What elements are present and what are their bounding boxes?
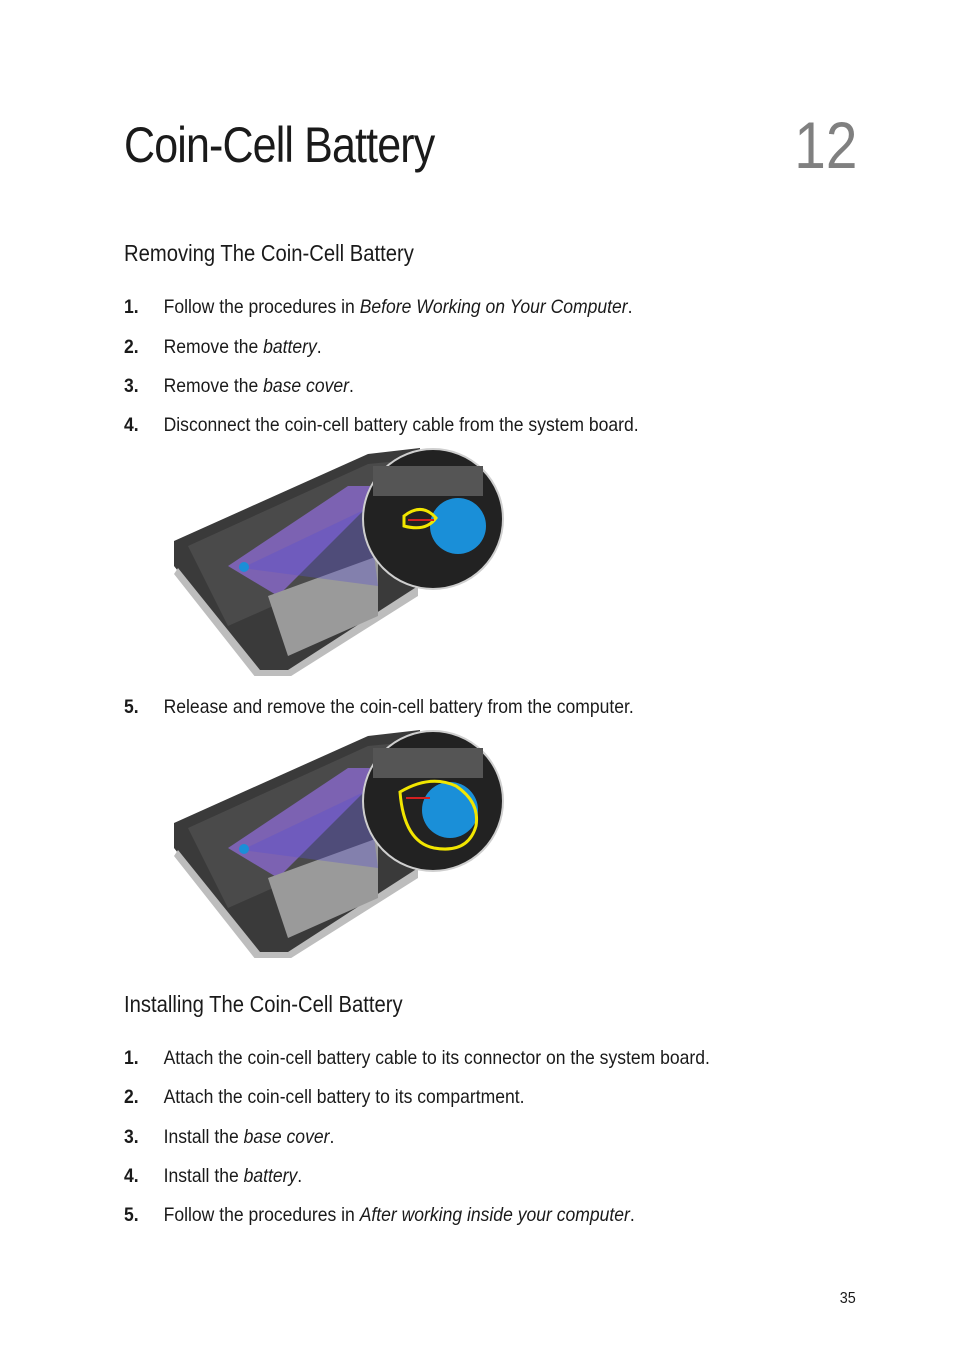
installing-step-4 xyxy=(124,1164,302,1188)
removing-step-5 xyxy=(124,695,634,719)
step-number: 2. xyxy=(124,336,139,358)
step-number: 1. xyxy=(124,296,139,318)
step-text: Remove the xyxy=(163,375,264,397)
step-text: Remove the xyxy=(163,336,264,358)
chapter-number: 12 xyxy=(793,108,857,182)
coin-cell-battery-icon xyxy=(430,498,486,554)
figure-remove-battery xyxy=(168,728,508,958)
step-text-end: . xyxy=(329,1126,335,1148)
step-text-end: . xyxy=(627,296,633,318)
removing-step-1 xyxy=(124,295,633,319)
step-text: Release and remove the coin-cell battery from the computer. xyxy=(163,696,634,718)
step-number: 4. xyxy=(124,414,139,436)
removing-step-3 xyxy=(124,374,354,398)
step-text-end: . xyxy=(629,1204,635,1226)
figure-disconnect-cable xyxy=(168,446,508,676)
section-title-installing: Installing The Coin-Cell Battery xyxy=(124,991,403,1017)
step-text: Disconnect the coin-cell battery cable from the system board. xyxy=(163,414,639,436)
step-text: Install the xyxy=(163,1165,244,1187)
installing-step-3 xyxy=(124,1125,334,1149)
chapter-title: Coin-Cell Battery xyxy=(124,117,435,173)
section-title-removing: Removing The Coin-Cell Battery xyxy=(124,240,414,266)
installing-step-2 xyxy=(124,1085,525,1109)
step-number: 5. xyxy=(124,696,139,718)
step-number: 3. xyxy=(124,375,139,397)
step-text: Attach the coin-cell battery cable to its connector on the system board. xyxy=(163,1047,710,1069)
step-link-text: After working inside your computer xyxy=(359,1204,630,1226)
installing-step-1 xyxy=(124,1046,710,1070)
step-text: Install the xyxy=(163,1126,244,1148)
step-number: 1. xyxy=(124,1047,139,1069)
step-text: Attach the coin-cell battery to its compartment. xyxy=(163,1086,525,1108)
step-number: 5. xyxy=(124,1204,139,1226)
coin-cell-battery-icon xyxy=(422,782,478,838)
inset-connector xyxy=(373,748,483,778)
removing-step-2 xyxy=(124,335,322,359)
page-number: 35 xyxy=(839,1290,856,1307)
removing-step-4 xyxy=(124,413,639,437)
inset-connector xyxy=(373,466,483,496)
step-text-end: . xyxy=(316,336,322,358)
installing-step-5 xyxy=(124,1203,635,1227)
step-text-end: . xyxy=(348,375,354,397)
step-number: 2. xyxy=(124,1086,139,1108)
step-link-text: base cover xyxy=(243,1126,330,1148)
step-link-text: battery xyxy=(263,336,317,358)
coin-cell-battery-small xyxy=(239,562,249,572)
step-link-text: Before Working on Your Computer xyxy=(359,296,628,318)
step-link-text: battery xyxy=(243,1165,298,1187)
step-number: 3. xyxy=(124,1126,139,1148)
step-number: 4. xyxy=(124,1165,139,1187)
step-text: Follow the procedures in xyxy=(163,1204,360,1226)
step-text-end: . xyxy=(297,1165,303,1187)
coin-cell-battery-small xyxy=(239,844,249,854)
step-link-text: base cover xyxy=(263,375,349,397)
step-text: Follow the procedures in xyxy=(163,296,360,318)
